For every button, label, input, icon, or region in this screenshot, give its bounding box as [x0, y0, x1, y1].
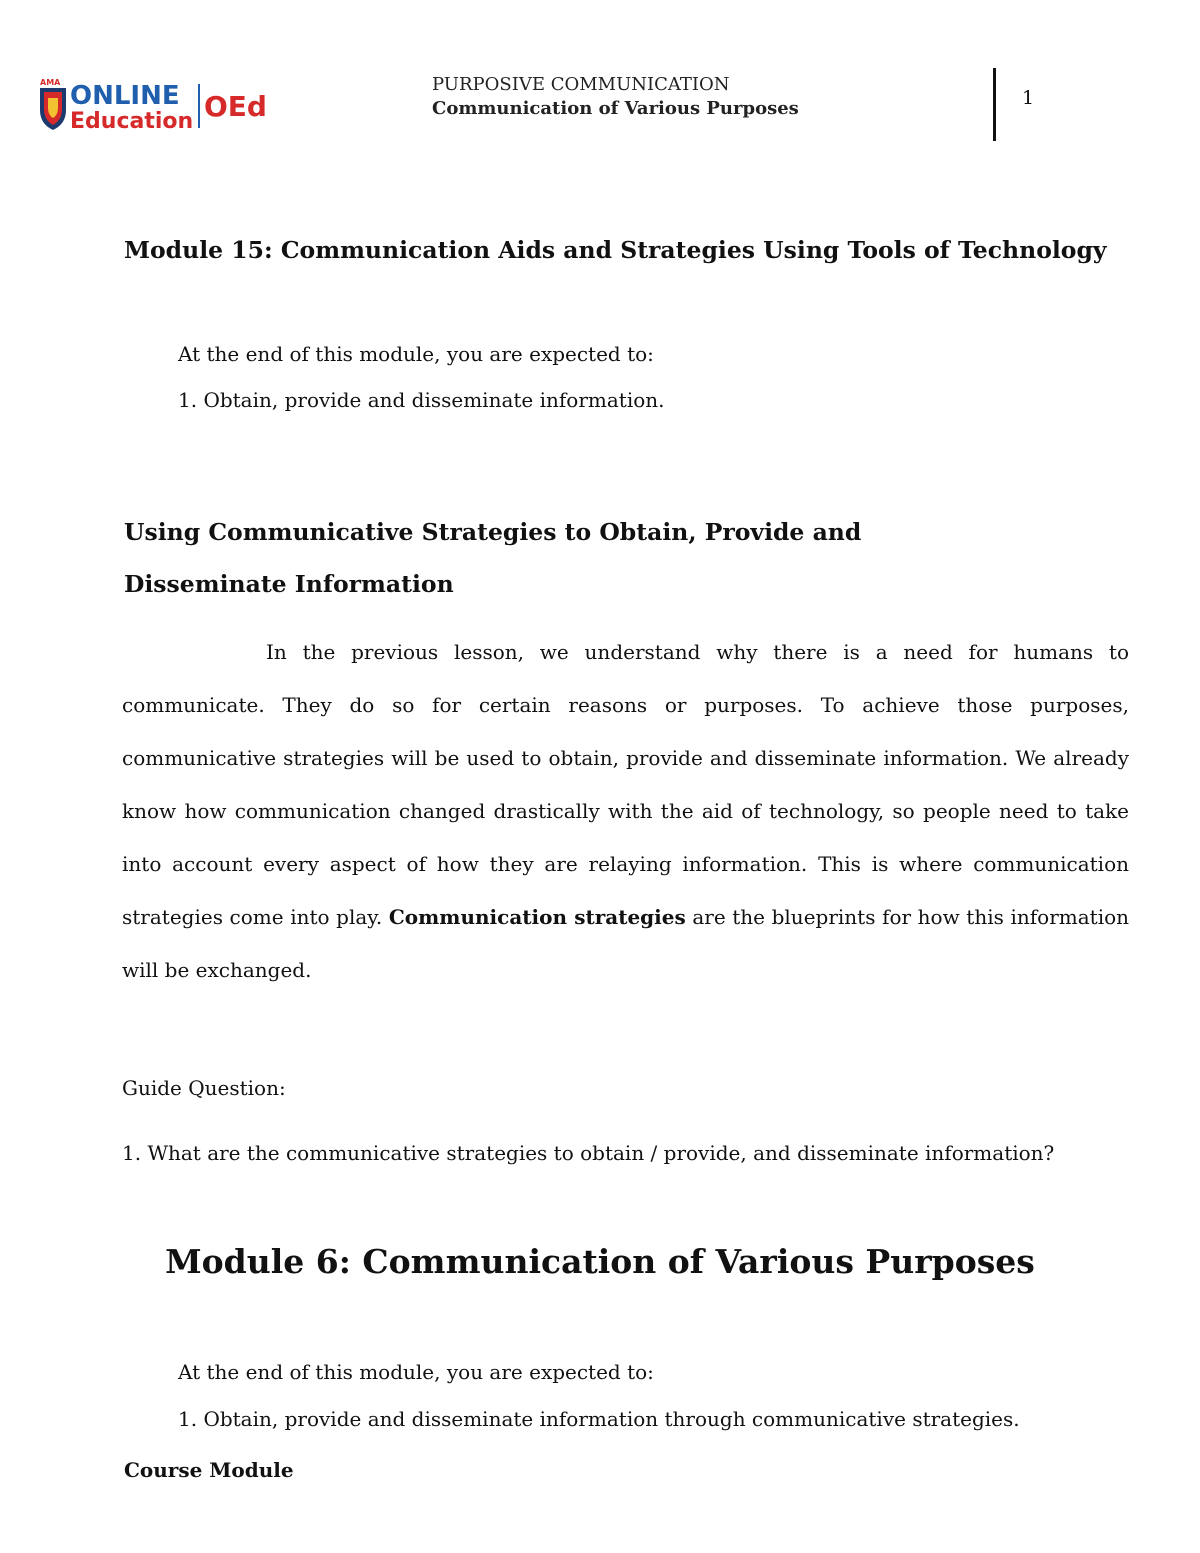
module-15-objective-1: 1. Obtain, provide and disseminate information. — [178, 388, 665, 412]
course-module-label: Course Module — [124, 1458, 294, 1482]
paragraph-text-part1: In the previous lesson, we understand why there is a need for humans to communicate. They do so for certain reasons or purposes. To achieve those purposes, communicative strategies will be used to obtain, provide and disseminate information. We already know how communication changed drastically with the aid of technology, so people need to take into account every aspect of how they are relaying information. This is where communication strategies come into play. — [122, 640, 1129, 929]
module-6-objective-1: 1. Obtain, provide and disseminate information through communicative strategies. — [178, 1407, 1020, 1431]
header-course-title: PURPOSIVE COMMUNICATION — [432, 74, 730, 95]
paragraph-bold-term: Communication strategies — [388, 905, 686, 929]
header-subtitle: Communication of Various Purposes — [432, 98, 799, 119]
online-education-logo — [36, 76, 276, 136]
paragraph-text-part2: are the blueprints for how this information will be exchanged. — [122, 905, 1130, 982]
section-paragraph — [122, 626, 1129, 997]
page-number: 1 — [1022, 87, 1035, 109]
logo-brand-line1: ONLINE — [70, 81, 180, 111]
module-6-heading: Module 6: Communication of Various Purposes — [165, 1242, 1035, 1281]
logo-brand-line2: Education — [70, 109, 194, 134]
logo-divider — [198, 84, 200, 128]
guide-question-label: Guide Question: — [122, 1076, 286, 1100]
header-divider — [993, 68, 996, 141]
shield-icon — [40, 78, 66, 130]
logo-badge-text: AMA — [40, 78, 61, 87]
guide-question-1: 1. What are the communicative strategies to obtain / provide, and disseminate information? — [122, 1141, 1055, 1165]
module-6-objectives-intro: At the end of this module, you are expected to: — [178, 1360, 654, 1384]
module-15-objectives-intro: At the end of this module, you are expected to: — [178, 342, 654, 366]
section-heading: Using Communicative Strategies to Obtain, Provide and Disseminate Information — [124, 518, 862, 598]
logo-brand-short: OEd — [204, 90, 267, 123]
module-15-heading: Module 15: Communication Aids and Strategies Using Tools of Technology — [124, 236, 1107, 264]
